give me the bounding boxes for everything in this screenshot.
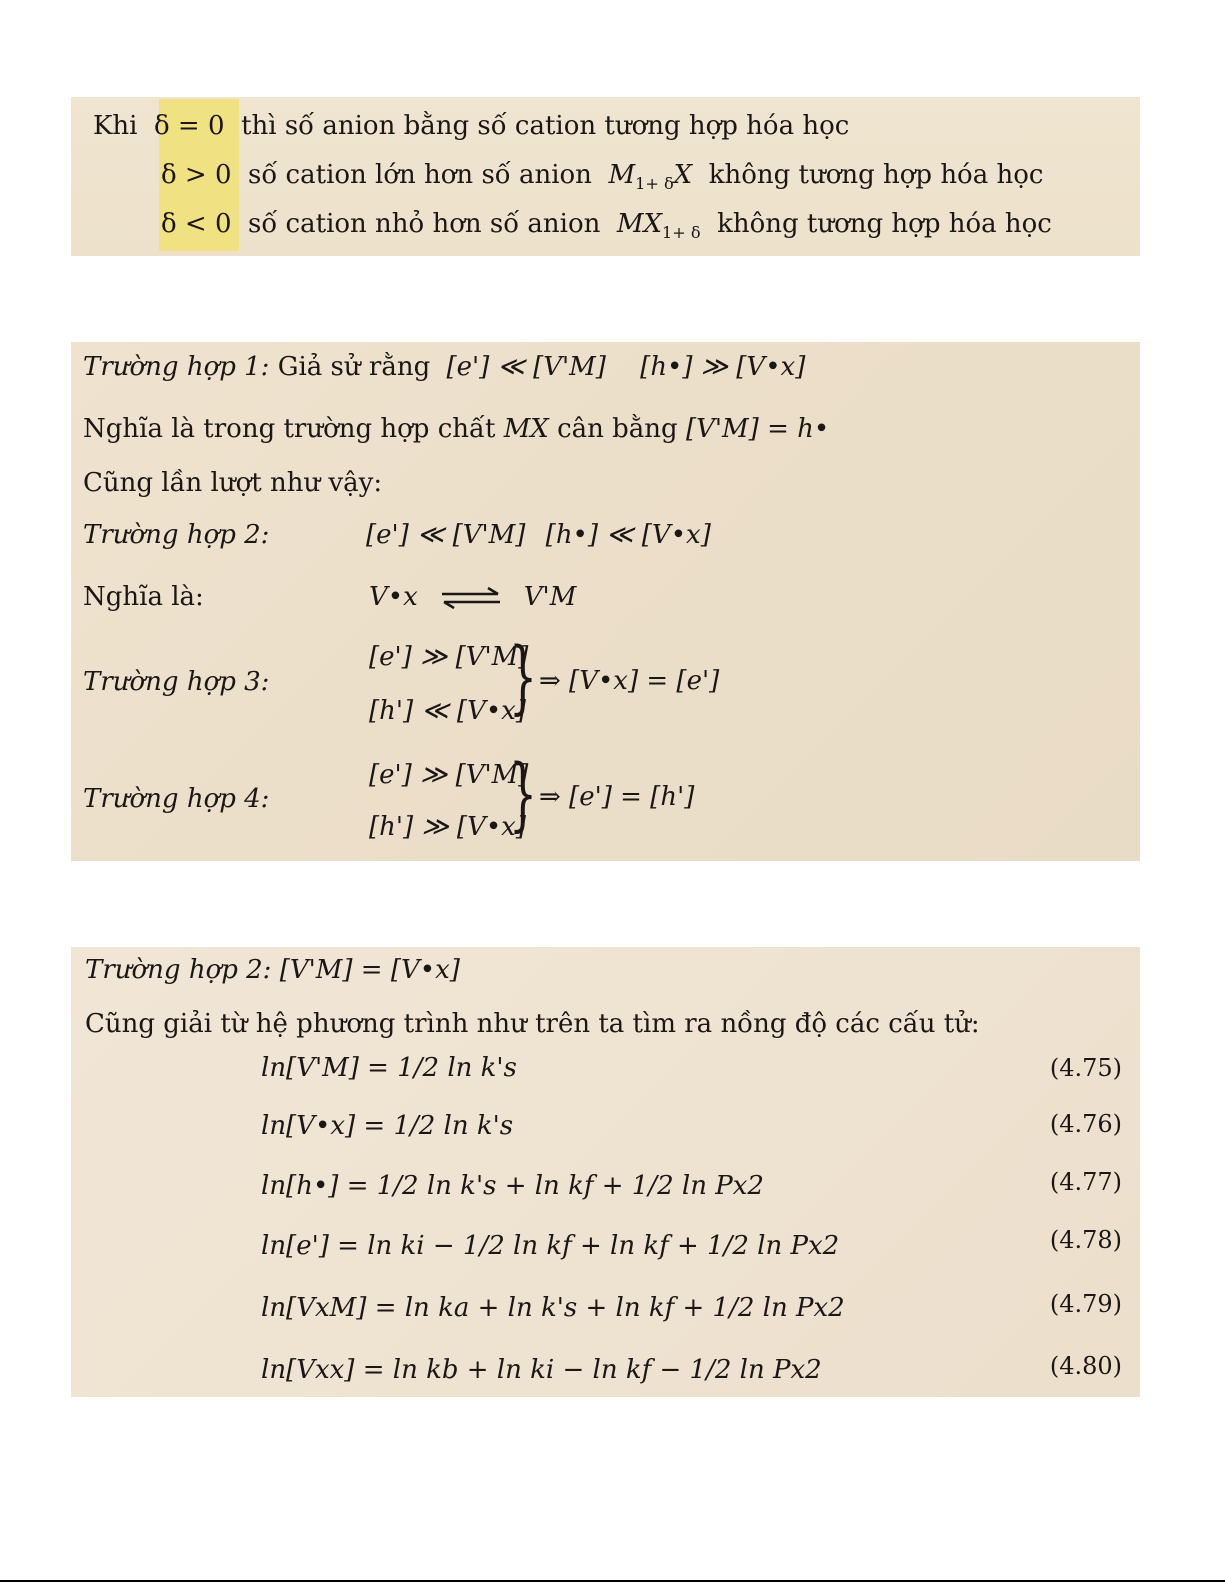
equation-row xyxy=(261,1171,764,1201)
case1-text: Giả sử rằng xyxy=(277,352,431,382)
case3-top: [e'] ≫ [V'M] xyxy=(369,642,529,672)
equation-row xyxy=(261,1053,517,1083)
case2-expr-line xyxy=(366,520,711,550)
meaning-tail: cân bằng xyxy=(557,414,678,444)
meaning2-label: Nghĩa là: xyxy=(83,582,204,612)
case4-line xyxy=(83,784,269,814)
meaning-text: Nghĩa là trong trường hợp chất xyxy=(83,414,496,444)
case3-brace: } xyxy=(509,630,537,723)
delta-positive: δ > 0 xyxy=(161,160,232,190)
equation-row xyxy=(261,1231,839,1261)
case1-expr-2: [h•] ≫ [V•x] xyxy=(640,352,806,382)
equation-number: (4.75) xyxy=(1049,1054,1122,1082)
delta-positive-tail: không tương hợp hóa học xyxy=(708,160,1044,190)
case4-label: Trường hợp 4: xyxy=(83,784,270,814)
case3-line xyxy=(83,667,269,697)
equation-number: (4.77) xyxy=(1049,1168,1122,1196)
case2-label: Trường hợp 2: xyxy=(83,520,270,550)
formula-x: X xyxy=(673,160,693,190)
equation-number: (4.79) xyxy=(1049,1290,1122,1318)
equation-rhs: = ln ki − 1/2 ln kf + ln kf + 1/2 ln Px2 xyxy=(337,1231,840,1261)
equation-number: (4.76) xyxy=(1049,1110,1122,1138)
equation-lhs: ln[V'M] xyxy=(261,1053,359,1083)
formula-m-subscript: 1+ δ xyxy=(635,174,674,194)
case2b-label: Trường hợp 2: xyxy=(85,955,272,985)
case4-result: ⇒ [e'] = [h'] xyxy=(539,782,695,812)
equation-rhs: = 1/2 ln k's + ln kf + 1/2 ln Px2 xyxy=(346,1171,764,1201)
equilibrium-left: V•x xyxy=(369,582,418,612)
delta-line-3 xyxy=(161,209,1052,243)
formula-mx: MX xyxy=(616,209,663,239)
formula-mx-subscript: 1+ δ xyxy=(662,223,701,243)
equation-lhs: ln[V•x] xyxy=(261,1111,356,1141)
equation-row xyxy=(261,1293,845,1323)
case1-expr-1: [e'] ≪ [V'M] xyxy=(446,352,606,382)
delta-zero: δ = 0 xyxy=(154,111,225,141)
equation-lhs: ln[VxM] xyxy=(261,1293,367,1323)
delta-negative: δ < 0 xyxy=(161,209,232,239)
case1-label: Trường hợp 1: xyxy=(83,352,270,382)
delta-note-panel xyxy=(71,97,1140,256)
meaning2-line xyxy=(83,582,204,612)
equation-number: (4.78) xyxy=(1049,1226,1122,1254)
delta-positive-text: số cation lớn hơn số anion xyxy=(248,160,592,190)
case4-brace: } xyxy=(509,747,537,840)
delta-line-2 xyxy=(161,160,1044,194)
case2b-line xyxy=(85,955,460,985)
equation-rhs: = 1/2 ln k's xyxy=(367,1053,517,1083)
intro-line xyxy=(85,1009,980,1039)
intro-text: Cũng giải từ hệ phương trình như trên ta tìm ra nồng độ các cấu tử: xyxy=(85,1009,980,1039)
equation-row xyxy=(261,1111,513,1141)
case2-line xyxy=(83,520,269,550)
khi-word: Khi xyxy=(93,111,138,141)
case2b-expr: [V'M] = [V•x] xyxy=(279,955,460,985)
equilibrium-line xyxy=(369,582,576,612)
case4-bottom: [h'] ≫ [V•x] xyxy=(369,812,526,842)
equation-number: (4.80) xyxy=(1049,1352,1122,1380)
equation-lhs: ln[e'] xyxy=(261,1231,329,1261)
equation-lhs: ln[h•] xyxy=(261,1171,339,1201)
case3-label: Trường hợp 3: xyxy=(83,667,270,697)
meaning-line xyxy=(83,414,829,444)
case2-expr-1: [e'] ≪ [V'M] xyxy=(366,520,526,550)
equation-rhs: = 1/2 ln k's xyxy=(363,1111,514,1141)
delta-line-1 xyxy=(93,111,849,141)
case3-result: ⇒ [V•x] = [e'] xyxy=(539,666,720,696)
equilibrium-arrows-icon xyxy=(440,586,502,610)
also-line xyxy=(83,468,382,498)
equilibrium-right: V'M xyxy=(523,582,577,612)
bottom-rule xyxy=(0,1580,1225,1582)
formula-m: M xyxy=(608,160,636,190)
case2-expr-2: [h•] ≪ [V•x] xyxy=(545,520,711,550)
delta-zero-text: thì số anion bằng số cation tương hợp hóa học xyxy=(241,111,850,141)
delta-negative-tail: không tương hợp hóa học xyxy=(717,209,1052,239)
equation-lhs: ln[Vxx] xyxy=(261,1355,355,1385)
case1-line xyxy=(83,352,805,382)
meaning-mx: MX xyxy=(503,414,549,444)
case4-top: [e'] ≫ [V'M] xyxy=(369,760,529,790)
delta-negative-text: số cation nhỏ hơn số anion xyxy=(248,209,601,239)
meaning-expr: [V'M] = h• xyxy=(685,414,830,444)
equation-rhs: = ln kb + ln ki − ln kf − 1/2 ln Px2 xyxy=(362,1355,822,1385)
equation-rhs: = ln ka + ln k's + ln kf + 1/2 ln Px2 xyxy=(374,1293,845,1323)
equations-panel xyxy=(71,947,1140,1397)
equation-row xyxy=(261,1355,822,1385)
cases-panel xyxy=(71,342,1140,861)
case3-bottom: [h'] ≪ [V•x] xyxy=(369,696,526,726)
also-text: Cũng lần lượt như vậy: xyxy=(83,468,383,498)
